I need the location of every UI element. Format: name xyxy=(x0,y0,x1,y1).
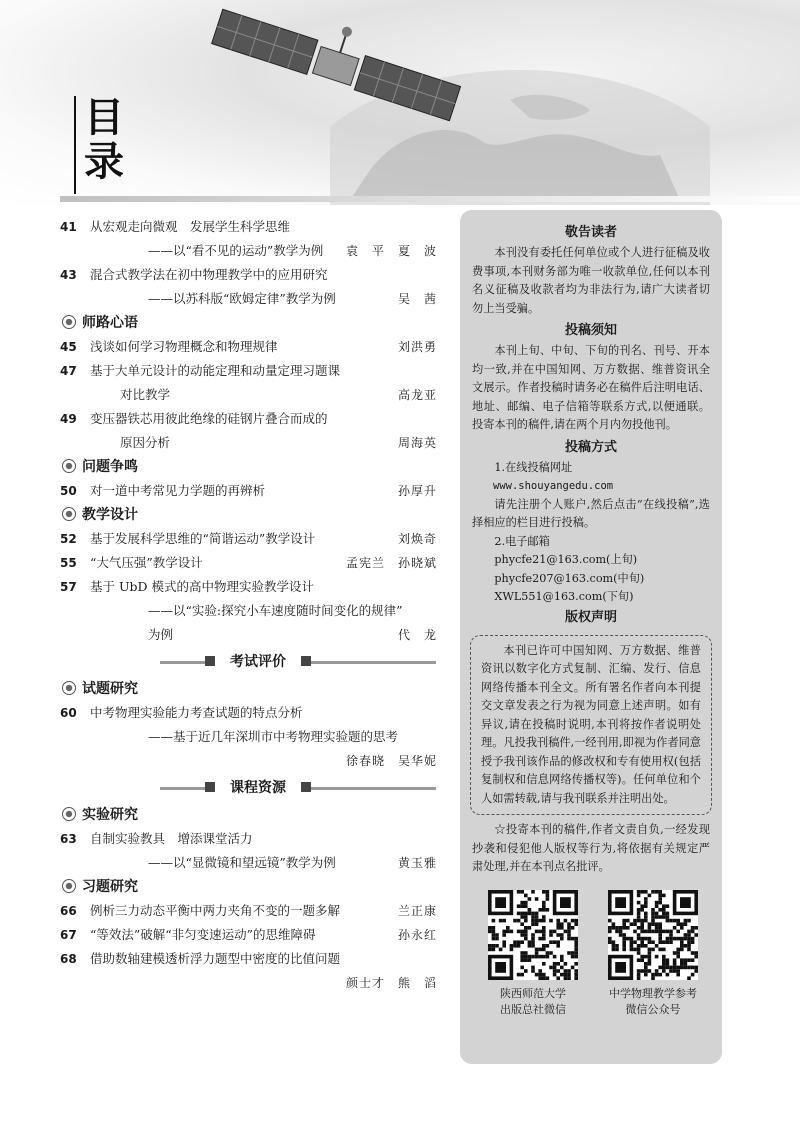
page-number: 68 xyxy=(60,952,77,966)
qr1-caption-line: 出版总社微信 xyxy=(500,1003,566,1016)
qr1-caption xyxy=(473,986,593,1018)
article-author: 黄玉雅 xyxy=(397,856,437,870)
section-label: 实验研究 xyxy=(82,807,138,823)
article-title: ——以“显微镜和望远镜”教学为例 xyxy=(148,855,336,870)
toc-entry[interactable] xyxy=(60,971,445,995)
section-bullet-icon xyxy=(62,315,76,329)
article-title: ——以“看不见的运动”教学为例 xyxy=(148,243,324,258)
section-heading xyxy=(60,503,445,527)
title-char: 录 xyxy=(84,139,124,185)
toc-entry[interactable] xyxy=(60,407,445,431)
article-title: 浅谈如何学习物理概念和物理规律 xyxy=(90,339,278,354)
toc-entry[interactable] xyxy=(60,527,445,551)
page-number: 47 xyxy=(60,364,77,378)
toc-entry[interactable] xyxy=(60,749,445,773)
toc-entry[interactable] xyxy=(60,701,445,725)
article-title: 借助数轴建模透析浮力题型中密度的比值问题 xyxy=(90,951,341,966)
header-banner xyxy=(0,0,800,205)
toc-entry[interactable] xyxy=(60,239,445,263)
toc-entry[interactable] xyxy=(60,359,445,383)
page-number: 67 xyxy=(60,928,77,942)
copyright-box xyxy=(470,635,712,816)
article-author: 孟宪兰 孙晓斌 xyxy=(345,556,437,570)
article-title: 原因分析 xyxy=(120,435,171,450)
page-number: 52 xyxy=(60,532,77,546)
article-title: 自制实验教具 增添课堂活力 xyxy=(90,831,253,846)
toc-entry[interactable] xyxy=(60,335,445,359)
page-number: 43 xyxy=(60,268,77,282)
toc-entry[interactable] xyxy=(60,623,445,647)
category-label: 课程资源 xyxy=(230,780,286,796)
copyright-text: 本刊已许可中国知网、万方数据、维普资讯以数字化方式复制、汇编、发行、信息网络传播本刊全文。所有署名作者向本刊提交文章发表之行为视为同意上述声明。如有异议,请在投稿时说明,本刊将按作者说明处理。凡投我刊稿件,一经刊用,即视为作者同意授予我刊该作品的修改权和专有使用权(包括复制权和信息网络传播权等)。任何单位和个人如需转载,请与我刊联系并注明出处。 xyxy=(481,643,701,805)
method-url[interactable]: www.shouyangedu.com xyxy=(493,480,614,492)
toc-entry[interactable] xyxy=(60,479,445,503)
page-title xyxy=(74,96,144,194)
notice-title: 敬告读者 xyxy=(564,225,617,240)
divider-line xyxy=(311,787,436,790)
section-heading xyxy=(60,455,445,479)
notice-text: 本刊没有委托任何单位或个人进行征稿及收费事项,本刊财务部为唯一收款单位,任何以本刊名义征稿及收款者均为非法行为,请广大读者切勿上当受骗。 xyxy=(472,246,710,315)
divider-line xyxy=(160,787,205,790)
section-bullet-icon xyxy=(62,507,76,521)
email-2[interactable]: phycfe207@163.com(中旬) xyxy=(494,571,645,585)
page-number: 49 xyxy=(60,412,77,426)
toc-entry[interactable] xyxy=(60,287,445,311)
article-title: 从宏观走向微观 发展学生科学思维 xyxy=(90,219,291,234)
article-author: 孙永红 xyxy=(397,928,437,942)
page-number: 50 xyxy=(60,484,77,498)
toc-entry[interactable] xyxy=(60,383,445,407)
toc-entry[interactable] xyxy=(60,431,445,455)
section-bullet-icon xyxy=(62,681,76,695)
divider-square-icon xyxy=(205,656,215,666)
category-label: 考试评价 xyxy=(230,654,286,670)
article-title: ——以“实验:探究小车速度随时间变化的规律” xyxy=(148,603,403,618)
article-title: “等效法”破解“非匀变速运动”的思维障碍 xyxy=(90,927,316,942)
toc-entry[interactable] xyxy=(60,827,445,851)
page-number: 41 xyxy=(60,220,77,234)
article-title: 对一道中考常见力学题的再辨析 xyxy=(90,483,266,498)
article-title: 例析三力动态平衡中两力夹角不变的一题多解 xyxy=(90,903,341,918)
article-author: 刘洪勇 xyxy=(397,340,437,354)
page-number: 45 xyxy=(60,340,77,354)
submission-text: 本刊上旬、中旬、下旬的刊名、刊号、开本均一致,并在中国知网、万方数据、维普资讯全文展示。作者投稿时请务必在稿件后注明电话、地址、邮编、电子信箱等联系方式,以便通联。投寄本刊的稿件,请在两个月内勿投他刊。 xyxy=(472,344,710,431)
toc-entry[interactable] xyxy=(60,551,445,575)
article-title: 为例 xyxy=(148,627,174,642)
article-title: 基于发展科学思维的“简谐运动”教学设计 xyxy=(90,531,316,546)
email-1[interactable]: phycfe21@163.com(上旬) xyxy=(494,553,638,566)
qr-code-icon[interactable] xyxy=(608,890,698,980)
section-label: 试题研究 xyxy=(82,681,138,697)
article-title: 混合式教学法在初中物理教学中的应用研究 xyxy=(90,267,328,282)
warning-text: ☆投寄本刊的稿件,作者文责自负,一经发现抄袭和侵犯他人版权等行为,将依据有关规定严肃处理,并在本刊点名批评。 xyxy=(472,823,710,873)
section-heading xyxy=(60,803,445,827)
article-title: “大气压强”教学设计 xyxy=(90,555,203,570)
article-title: 基于 UbD 模式的高中物理实验教学设计 xyxy=(90,579,315,594)
article-title: ——基于近几年深圳市中考物理实验题的思考 xyxy=(148,729,399,744)
section-bullet-icon xyxy=(62,879,76,893)
article-author: 徐春晓 吴华妮 xyxy=(345,754,437,768)
section-heading xyxy=(60,311,445,335)
page-number: 55 xyxy=(60,556,77,570)
article-title: 对比教学 xyxy=(120,387,171,402)
article-author: 吴 茜 xyxy=(397,292,437,306)
table-of-contents xyxy=(60,215,445,995)
toc-entry[interactable] xyxy=(60,263,445,287)
divider-line xyxy=(160,661,205,664)
section-bullet-icon xyxy=(62,807,76,821)
qr-code-icon[interactable] xyxy=(488,890,578,980)
category-divider xyxy=(60,647,445,677)
article-title: 变压器铁芯用彼此绝缘的硅钢片叠合而成的 xyxy=(90,411,328,426)
qr2-caption-line: 中学物理教学参考 xyxy=(609,987,697,1000)
toc-entry[interactable] xyxy=(60,725,445,749)
submission-title: 投稿须知 xyxy=(564,323,617,338)
section-label: 习题研究 xyxy=(82,879,138,895)
article-title: 中考物理实验能力考查试题的特点分析 xyxy=(90,705,303,720)
divider-square-icon xyxy=(301,656,311,666)
info-panel xyxy=(460,210,722,1064)
toc-entry[interactable] xyxy=(60,947,445,971)
toc-entry[interactable] xyxy=(60,851,445,875)
article-author: 高龙亚 xyxy=(397,388,437,402)
article-author: 刘焕奇 xyxy=(397,532,437,546)
article-author: 孙厚升 xyxy=(397,484,437,498)
toc-entry[interactable] xyxy=(60,923,445,947)
article-title: ——以苏科版“欧姆定律”教学为例 xyxy=(148,291,336,306)
section-label: 教学设计 xyxy=(82,507,138,523)
toc-entry[interactable] xyxy=(60,599,445,623)
page-number: 66 xyxy=(60,904,77,918)
section-label: 师路心语 xyxy=(82,315,138,331)
section-bullet-icon xyxy=(62,459,76,473)
divider-square-icon xyxy=(205,782,215,792)
section-label: 问题争鸣 xyxy=(82,459,138,475)
divider-square-icon xyxy=(301,782,311,792)
method-email-label: 2.电子邮箱 xyxy=(494,534,550,548)
page-number: 63 xyxy=(60,832,77,846)
satellite-illustration xyxy=(190,5,500,135)
toc-entry[interactable] xyxy=(60,215,445,239)
section-heading xyxy=(60,875,445,899)
method-online-label: 1.在线投稿网址 xyxy=(494,460,573,474)
category-divider xyxy=(60,773,445,803)
toc-entry[interactable] xyxy=(60,899,445,923)
article-author: 袁 平 夏 波 xyxy=(345,244,437,258)
article-author: 代 龙 xyxy=(397,628,437,642)
header-rule xyxy=(60,196,800,202)
copyright-title: 版权声明 xyxy=(564,609,617,625)
title-char: 目 xyxy=(84,95,124,141)
article-author: 周海英 xyxy=(397,436,437,450)
section-heading xyxy=(60,677,445,701)
page-number: 57 xyxy=(60,580,77,594)
method-online-text: 请先注册个人账户,然后点击“在线投稿”,选择相应的栏目进行投稿。 xyxy=(472,497,710,529)
page-number: 60 xyxy=(60,706,77,720)
qr1-caption-line: 陕西师范大学 xyxy=(500,987,566,1000)
method-title: 投稿方式 xyxy=(564,439,617,455)
divider-line xyxy=(311,661,436,664)
qr2-caption xyxy=(593,986,713,1018)
email-3[interactable]: XWL551@163.com(下旬) xyxy=(494,590,634,603)
article-title: 基于大单元设计的动能定理和动量定理习题课 xyxy=(90,363,341,378)
toc-entry[interactable] xyxy=(60,575,445,599)
article-author: 兰正康 xyxy=(397,904,437,918)
article-author: 颜士才 熊 滔 xyxy=(345,976,437,990)
qr2-caption-line: 微信公众号 xyxy=(625,1003,681,1016)
